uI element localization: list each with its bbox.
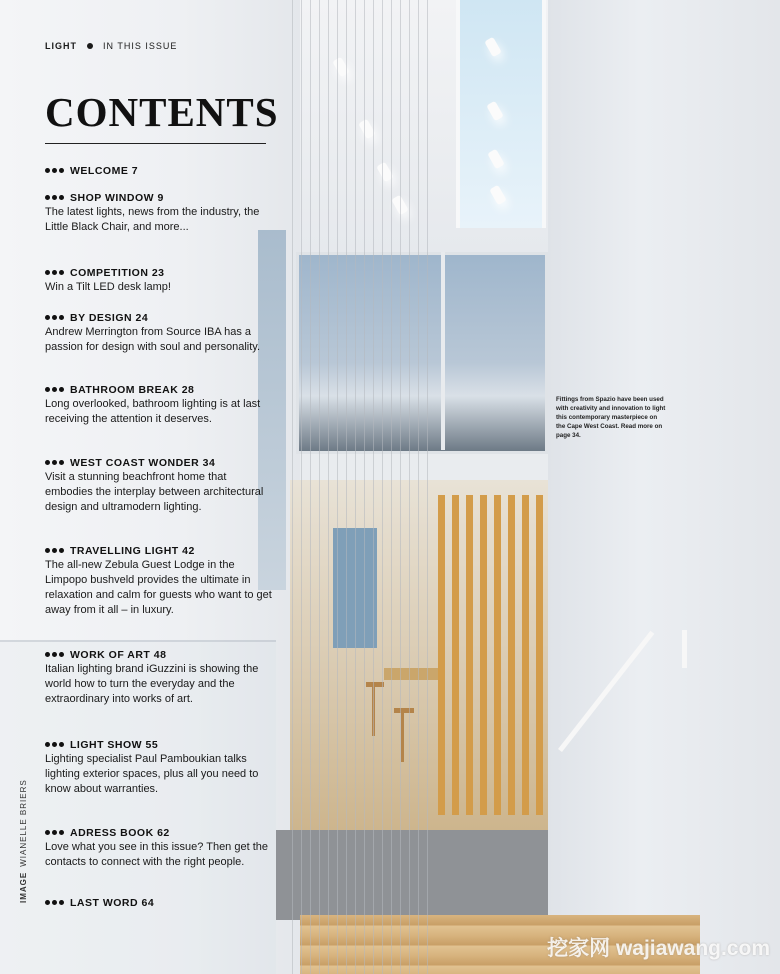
entry-heading: BATHROOM BREAK 28 <box>70 383 195 396</box>
entry-heading: ADRESS BOOK 62 <box>70 826 170 839</box>
contents-entry[interactable] <box>45 895 275 910</box>
contents-entry[interactable] <box>45 455 275 515</box>
contents-entry[interactable] <box>45 825 275 870</box>
window-mullion <box>441 252 445 450</box>
bullets-icon <box>45 548 64 553</box>
bullets-icon <box>45 830 64 835</box>
entry-heading: COMPETITION 23 <box>70 266 165 279</box>
entry-heading: BY DESIGN 24 <box>70 311 149 324</box>
bullets-icon <box>45 270 64 275</box>
entry-heading: WELCOME 7 <box>70 164 139 177</box>
section-header <box>45 41 177 51</box>
entry-heading: SHOP WINDOW 9 <box>70 191 164 204</box>
contents-entry[interactable] <box>45 265 275 295</box>
entry-description: Win a Tilt LED desk lamp! <box>45 281 171 293</box>
wood-slat <box>438 495 445 815</box>
contents-entry[interactable] <box>45 310 275 355</box>
bullets-icon <box>45 387 64 392</box>
wood-slat <box>508 495 515 815</box>
entry-heading: LAST WORD 64 <box>70 896 155 909</box>
wood-slat <box>536 495 543 815</box>
wood-slat <box>480 495 487 815</box>
right-wall <box>548 0 780 974</box>
contents-entry[interactable] <box>45 543 275 618</box>
string-curtain <box>292 0 432 974</box>
entry-heading: WORK OF ART 48 <box>70 648 167 661</box>
title-divider <box>45 143 266 144</box>
entry-heading: LIGHT SHOW 55 <box>70 738 159 751</box>
watermark: 挖家网 wajiawang.com <box>547 937 770 960</box>
entry-description: Andrew Merrington from Source IBA has a passion for design with soul and personality. <box>45 326 261 353</box>
bullets-icon <box>45 742 64 747</box>
wood-slat <box>452 495 459 815</box>
credit-label: IMAGE <box>19 871 28 903</box>
wood-slat <box>466 495 473 815</box>
section-subtitle: IN THIS ISSUE <box>103 41 178 51</box>
entry-description: The latest lights, news from the industry, the Little Black Chair, and more... <box>45 206 260 233</box>
entry-heading: TRAVELLING LIGHT 42 <box>70 544 195 557</box>
wood-slat <box>522 495 529 815</box>
contents-entry[interactable] <box>45 190 275 235</box>
entry-description: Long overlooked, bathroom lighting is at last receiving the attention it deserves. <box>45 398 261 425</box>
photo-caption: Fittings from Spazio have been used with creativity and innovation to light this contemporary masterpiece on the Cape West Coast. Read more on page 34. <box>556 396 666 439</box>
photo-credit <box>19 779 28 903</box>
entry-description: Love what you see in this issue? Then get the contacts to connect with the right people. <box>45 841 268 868</box>
bullets-icon <box>45 460 64 465</box>
handrail-bracket <box>682 630 687 668</box>
wood-slat <box>494 495 501 815</box>
page-title: CONTENTS <box>45 89 279 135</box>
entry-description: Italian lighting brand iGuzzini is showing the world how to turn the everyday and the extraordinary into works of art. <box>45 663 259 705</box>
contents-entry[interactable] <box>45 647 275 707</box>
bullets-icon <box>45 900 64 905</box>
entry-description: Visit a stunning beachfront home that embodies the interplay between architectural design and ultramodern lighting. <box>45 471 264 513</box>
section-label: LIGHT <box>45 41 77 51</box>
entry-description: Lighting specialist Paul Pamboukian talks lighting exterior spaces, plus all you need to know about warranties. <box>45 753 259 795</box>
bullets-icon <box>45 168 64 173</box>
bullets-icon <box>45 315 64 320</box>
contents-entry[interactable] <box>45 382 275 427</box>
bullets-icon <box>45 652 64 657</box>
bullet-icon <box>87 43 93 49</box>
entry-description: The all-new Zebula Guest Lodge in the Limpopo bushveld provides the ultimate in relaxation and calm for guests who want to get away from it all – in luxury. <box>45 559 272 616</box>
credit-name: WIANELLE BRIERS <box>19 779 28 867</box>
bullets-icon <box>45 195 64 200</box>
entry-heading: WEST COAST WONDER 34 <box>70 456 216 469</box>
contents-entry[interactable] <box>45 163 275 178</box>
contents-entry[interactable] <box>45 737 275 797</box>
